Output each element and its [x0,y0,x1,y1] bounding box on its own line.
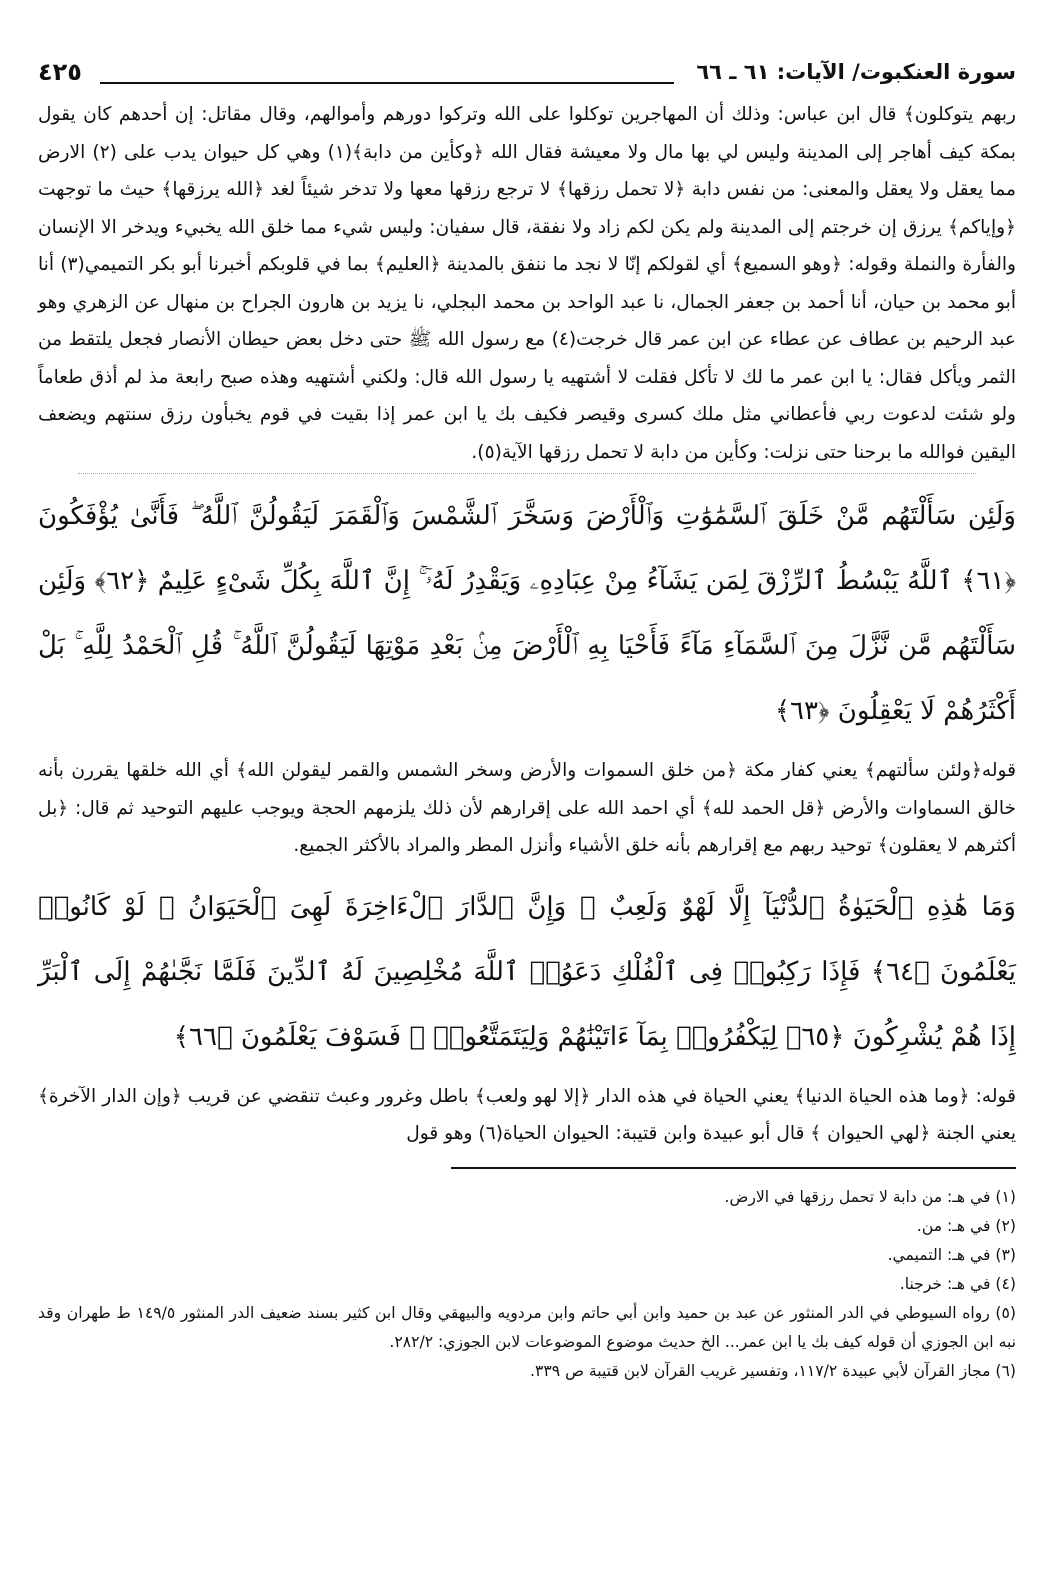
quran-text: وَمَا هَٰذِهِ ٱلْحَيَوٰةُ ٱلدُّنْيَآ إِلَّا لَهْوٌ وَلَعِبٌ ۚ وَإِنَّ ٱلدَّارَ ٱلْءَاخِرَةَ لَهِىَ ٱلْحَيَوَانُ ۚ لَوْ كَانُوا۟ يَعْلَمُونَ ﴿٦٤﴾ فَإِذَا رَكِبُوا۟ فِى ٱلْفُلْكِ دَعَوُا۟ ٱللَّهَ مُخْلِصِينَ لَهُ ٱلدِّينَ فَلَمَّا نَجَّىٰهُمْ إِلَى ٱلْبَرِّ إِذَا هُمْ يُشْرِكُونَ ﴿٦٥﴾ لِيَكْفُرُوا۟ بِمَآ ءَاتَيْنَٰهُمْ وَلِيَتَمَتَّعُوا۟ ۖ فَسَوْفَ يَعْلَمُونَ ﴿٦٦﴾ [38,891,1016,1052]
tafsir-bottom [38,1078,1016,1153]
footnote-1: (١) في هـ: من دابة لا تحمل رزقها في الارض. [724,1187,1016,1206]
footnote-6: (٦) مجاز القرآن لأبي عبيدة ١١٧/٢، وتفسير غريب القرآن لابن قتيبة ص ٣٣٩. [530,1361,1016,1380]
tafsir-paragraph: ربهم يتوكلون﴾ قال ابن عباس: وذلك أن المهاجرين توكلوا على الله وتركوا دورهم وأموالهم، وقال مقاتل: إن أحدهم كان يقول بمكة كيف أهاجر إلى المدينة وليس لي بها مال ولا معيشة فقال الله ﴿وكأين من دابة﴾(١) وهي كل حيوان يدب على (٢) الارض مما يعقل ولا يعقل والمعنى: من نفس دابة ﴿لا تحمل رزقها﴾ لا ترجع رزقها معها ولا تدخر شيئاً لغد ﴿الله يرزقها﴾ حيث ما توجهت ﴿وإياكم﴾ يرزق إن خرجتم إلى المدينة ولم يكن لكم زاد ولا نفقة، قال سفيان: وليس شيء مما خلق الله يخبيء ويدخر الا الإنسان والفأرة والنملة وقوله: ﴿وهو السميع﴾ أي لقولكم إنّا لا نجد ما ننفق بالمدينة ﴿العليم﴾ بما في قلوبكم أخبرنا أبو بكر التميمي(٣) أنا أبو محمد بن حيان، أنا أحمد بن جعفر الجمال، نا عبد الواحد بن محمد البجلي، نا يزيد بن هارون الجراح بن منهال عن الزهري وهو عبد الرحيم بن عطاف عن عطاء عن ابن عمر قال خرجت(٤) مع رسول الله ﷺ حتى دخل بعض حيطان الأنصار فجعل يلتقط من الثمر ويأكل فقال: يا ابن عمر ما لك لا تأكل فقلت لا أشتهيه يا رسول الله قال: ولكني أشتهيه وهذه صبح رابعة مذ لم أذق طعاماً ولو شئت لدعوت ربي فأعطاني مثل ملك كسرى وقيصر فكيف بك يا ابن عمر إذا بقيت في قوم يخبأون رزق سنتهم ويضعف اليقين فوالله ما برحنا حتى نزلت: وكأين من دابة لا تحمل رزقها الآية(٥). [38,104,1017,463]
surah-title: سورة العنكبوت/ الآيات: ٦١ ـ ٦٦ [696,60,1016,84]
page-header [38,60,1016,96]
quran-verses-64-66 [38,875,1016,1070]
header-rule [100,82,674,84]
tafsir-paragraph: قوله: ﴿وما هذه الحياة الدنيا﴾ يعني الحياة في هذه الدار ﴿إلا لهو ولعب﴾ باطل وغرور وعبث تنقضي عن قريب ﴿وإن الدار الآخرة﴾ يعني الجنة ﴿لهي الحيوان ﴾ قال أبو عبيدة وابن قتيبة: الحيوان الحياة(٦) وهو قول [38,1085,1016,1144]
quran-text: وَلَئِن سَأَلْتَهُم مَّنْ خَلَقَ ٱلسَّمَٰوَٰتِ وَٱلْأَرْضَ وَسَخَّرَ ٱلشَّمْسَ وَٱلْقَمَرَ لَيَقُولُنَّ ٱللَّهُ ۖ فَأَنَّىٰ يُؤْفَكُونَ ﴿٦١﴾ ٱللَّهُ يَبْسُطُ ٱلرِّزْقَ لِمَن يَشَآءُ مِنْ عِبَادِهِۦ وَيَقْدِرُ لَهُۥٓ ۚ إِنَّ ٱللَّهَ بِكُلِّ شَىْءٍ عَلِيمٌ ﴿٦٢﴾ وَلَئِن سَأَلْتَهُم مَّن نَّزَّلَ مِنَ ٱلسَّمَآءِ مَآءً فَأَحْيَا بِهِ ٱلْأَرْضَ مِنۢ بَعْدِ مَوْتِهَا لَيَقُولُنَّ ٱللَّهُ ۚ قُلِ ٱلْحَمْدُ لِلَّهِ ۚ بَلْ أَكْثَرُهُمْ لَا يَعْقِلُونَ ﴿٦٣﴾ [38,501,1017,726]
footnotes [38,1183,1016,1386]
quran-verses-61-63 [38,484,1016,744]
footnote-5: (٥) رواه السيوطي في الدر المنثور عن عبد بن حميد وابن أبي حاتم وابن مردويه والبيهقي وقال ابن كثير بسند ضعيف الدر المنثور ١٤٩/٥ ط طهران وقد نبه ابن الجوزي أن قوله كيف بك يا ابن عمر... الخ حديث موضوع الموضوعات لابن الجوزي: ٢٨٢/٢. [38,1303,1016,1351]
footnote-3: (٣) في هـ: التميمي. [887,1245,1016,1264]
tafsir-middle [38,752,1016,865]
tafsir-paragraph: قوله﴿ولئن سألتهم﴾ يعني كفار مكة ﴿من خلق السموات والأرض وسخر الشمس والقمر ليقولن الله﴾ أي الله خلقها يقررن بأنه خالق السماوات والأرض ﴿قل الحمد لله﴾ أي احمد الله على إقرارهم لأن ذلك يلزمهم الحجة ويوجب عليهم التوحيد ثم قال: ﴿بل أكثرهم لا يعقلون﴾ توحيد ربهم مع إقرارهم بأنه خلق الأشياء وأنزل المطر والمراد بالأكثر الجميع. [38,760,1016,856]
page-number: ٤٢٥ [38,58,82,86]
tafsir-top [38,96,1016,471]
footnote-rule [451,1167,1016,1169]
section-separator [78,473,976,474]
footnote-2: (٢) في هـ: من. [916,1216,1016,1235]
footnote-4: (٤) في هـ: خرجنا. [899,1274,1016,1293]
